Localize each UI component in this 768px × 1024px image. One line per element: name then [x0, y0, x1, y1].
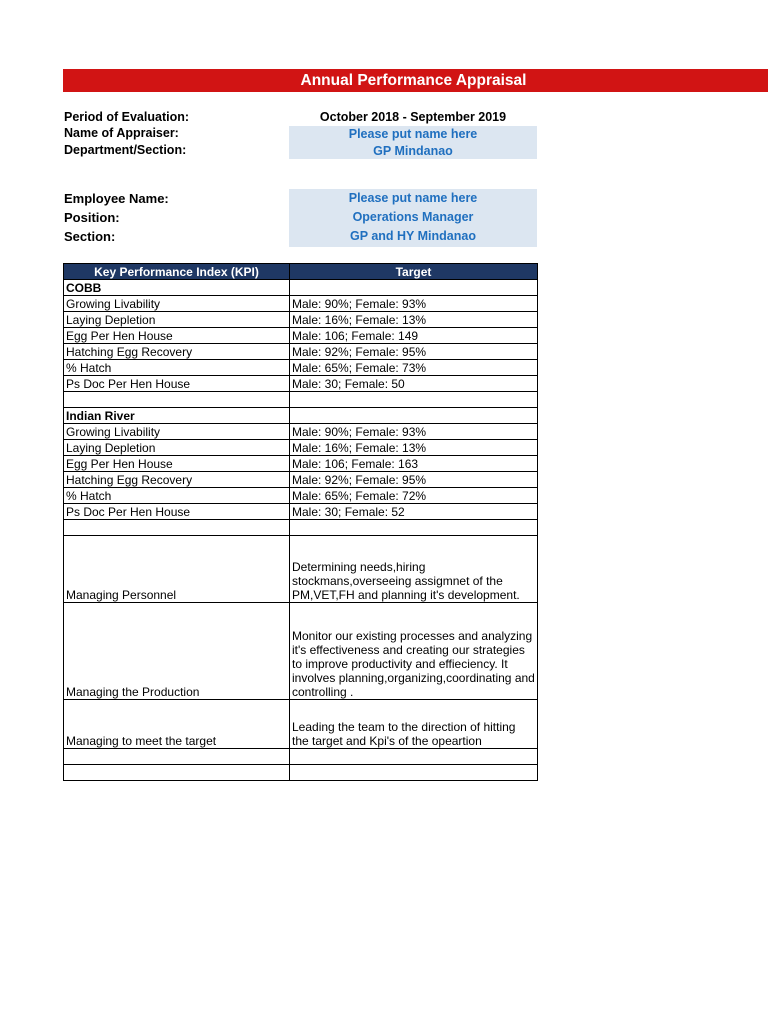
target-cell[interactable]: Male: 106; Female: 163 [290, 456, 538, 472]
table-row-managing-production [64, 603, 538, 700]
empty-cell[interactable] [64, 765, 290, 781]
table-row [64, 504, 538, 520]
table-row [64, 360, 538, 376]
empty-cell[interactable] [290, 749, 538, 765]
group-row-indian-river [64, 408, 538, 424]
empty-cell[interactable] [64, 520, 290, 536]
employee-name-label: Employee Name: [64, 191, 169, 206]
empty-cell[interactable] [290, 520, 538, 536]
department-label: Department/Section: [64, 143, 187, 157]
target-cell[interactable]: Male: 30; Female: 50 [290, 376, 538, 392]
title-banner [63, 69, 768, 92]
target-cell[interactable]: Male: 90%; Female: 93% [290, 296, 538, 312]
target-cell[interactable]: Male: 30; Female: 52 [290, 504, 538, 520]
target-cell[interactable]: Male: 92%; Female: 95% [290, 472, 538, 488]
section-value[interactable]: GP and HY Mindanao [350, 229, 476, 243]
target-cell[interactable]: Male: 16%; Female: 13% [290, 312, 538, 328]
position-label: Position: [64, 210, 120, 225]
empty-cell[interactable] [64, 749, 290, 765]
appraiser-label: Name of Appraiser: [64, 126, 179, 140]
target-cell[interactable]: Monitor our existing processes and analyzing it's effectiveness and creating our strategies to improve productivity and effieciency. It involves planning,organizing,coordinating and controlling . [290, 603, 538, 700]
section-label: Section: [64, 229, 116, 244]
empty-cell[interactable] [290, 765, 538, 781]
kpi-column-header: Key Performance Index (KPI) [64, 264, 290, 280]
kpi-cell: Egg Per Hen House [64, 328, 290, 344]
kpi-cell: Laying Depletion [64, 440, 290, 456]
empty-row [64, 392, 538, 408]
position-value[interactable]: Operations Manager [352, 210, 474, 224]
empty-cell[interactable] [290, 392, 538, 408]
target-cell[interactable]: Male: 65%; Female: 73% [290, 360, 538, 376]
kpi-cell: Ps Doc Per Hen House [64, 504, 290, 520]
target-cell[interactable]: Leading the team to the direction of hitting the target and Kpi's of the opeartion [290, 700, 538, 749]
table-row [64, 488, 538, 504]
target-column-header: Target [290, 264, 538, 280]
table-row-managing-personnel [64, 536, 538, 603]
kpi-cell: Egg Per Hen House [64, 456, 290, 472]
table-row [64, 344, 538, 360]
kpi-cell: Ps Doc Per Hen House [64, 376, 290, 392]
employee-name-value[interactable]: Please put name here [348, 191, 478, 205]
target-cell[interactable]: Determining needs,hiring stockmans,overseeing assigmnet of the PM,VET,FH and planning it's development. [290, 536, 538, 603]
kpi-cell: Growing Livability [64, 296, 290, 312]
period-label: Period of Evaluation: [64, 110, 190, 124]
group-label: Indian River [64, 408, 290, 424]
table-row [64, 440, 538, 456]
target-cell[interactable]: Male: 65%; Female: 72% [290, 488, 538, 504]
table-row [64, 424, 538, 440]
table-row-managing-target [64, 700, 538, 749]
empty-cell[interactable] [290, 408, 538, 424]
kpi-cell: Growing Livability [64, 424, 290, 440]
table-row [64, 296, 538, 312]
target-cell[interactable]: Male: 16%; Female: 13% [290, 440, 538, 456]
kpi-cell: % Hatch [64, 488, 290, 504]
table-header-row [64, 264, 538, 280]
appraiser-value[interactable]: Please put name here [348, 127, 478, 141]
kpi-cell: Hatching Egg Recovery [64, 344, 290, 360]
target-cell[interactable]: Male: 106; Female: 149 [290, 328, 538, 344]
empty-row [64, 520, 538, 536]
kpi-cell: Managing to meet the target [64, 700, 290, 749]
group-row-cobb [64, 280, 538, 296]
target-cell[interactable]: Male: 90%; Female: 93% [290, 424, 538, 440]
target-cell[interactable]: Male: 92%; Female: 95% [290, 344, 538, 360]
empty-row [64, 749, 538, 765]
table-row [64, 376, 538, 392]
kpi-cell: Managing Personnel [64, 536, 290, 603]
page-title: Annual Performance Appraisal [300, 72, 527, 89]
empty-cell[interactable] [64, 392, 290, 408]
empty-row [64, 765, 538, 781]
empty-cell[interactable] [290, 280, 538, 296]
table-row [64, 456, 538, 472]
kpi-cell: % Hatch [64, 360, 290, 376]
group-label: COBB [64, 280, 290, 296]
table-row [64, 472, 538, 488]
period-value: October 2018 - September 2019 [319, 110, 507, 124]
kpi-cell: Managing the Production [64, 603, 290, 700]
table-row [64, 328, 538, 344]
kpi-cell: Laying Depletion [64, 312, 290, 328]
kpi-cell: Hatching Egg Recovery [64, 472, 290, 488]
department-value[interactable]: GP Mindanao [373, 144, 453, 158]
table-row [64, 312, 538, 328]
kpi-table [63, 263, 538, 781]
